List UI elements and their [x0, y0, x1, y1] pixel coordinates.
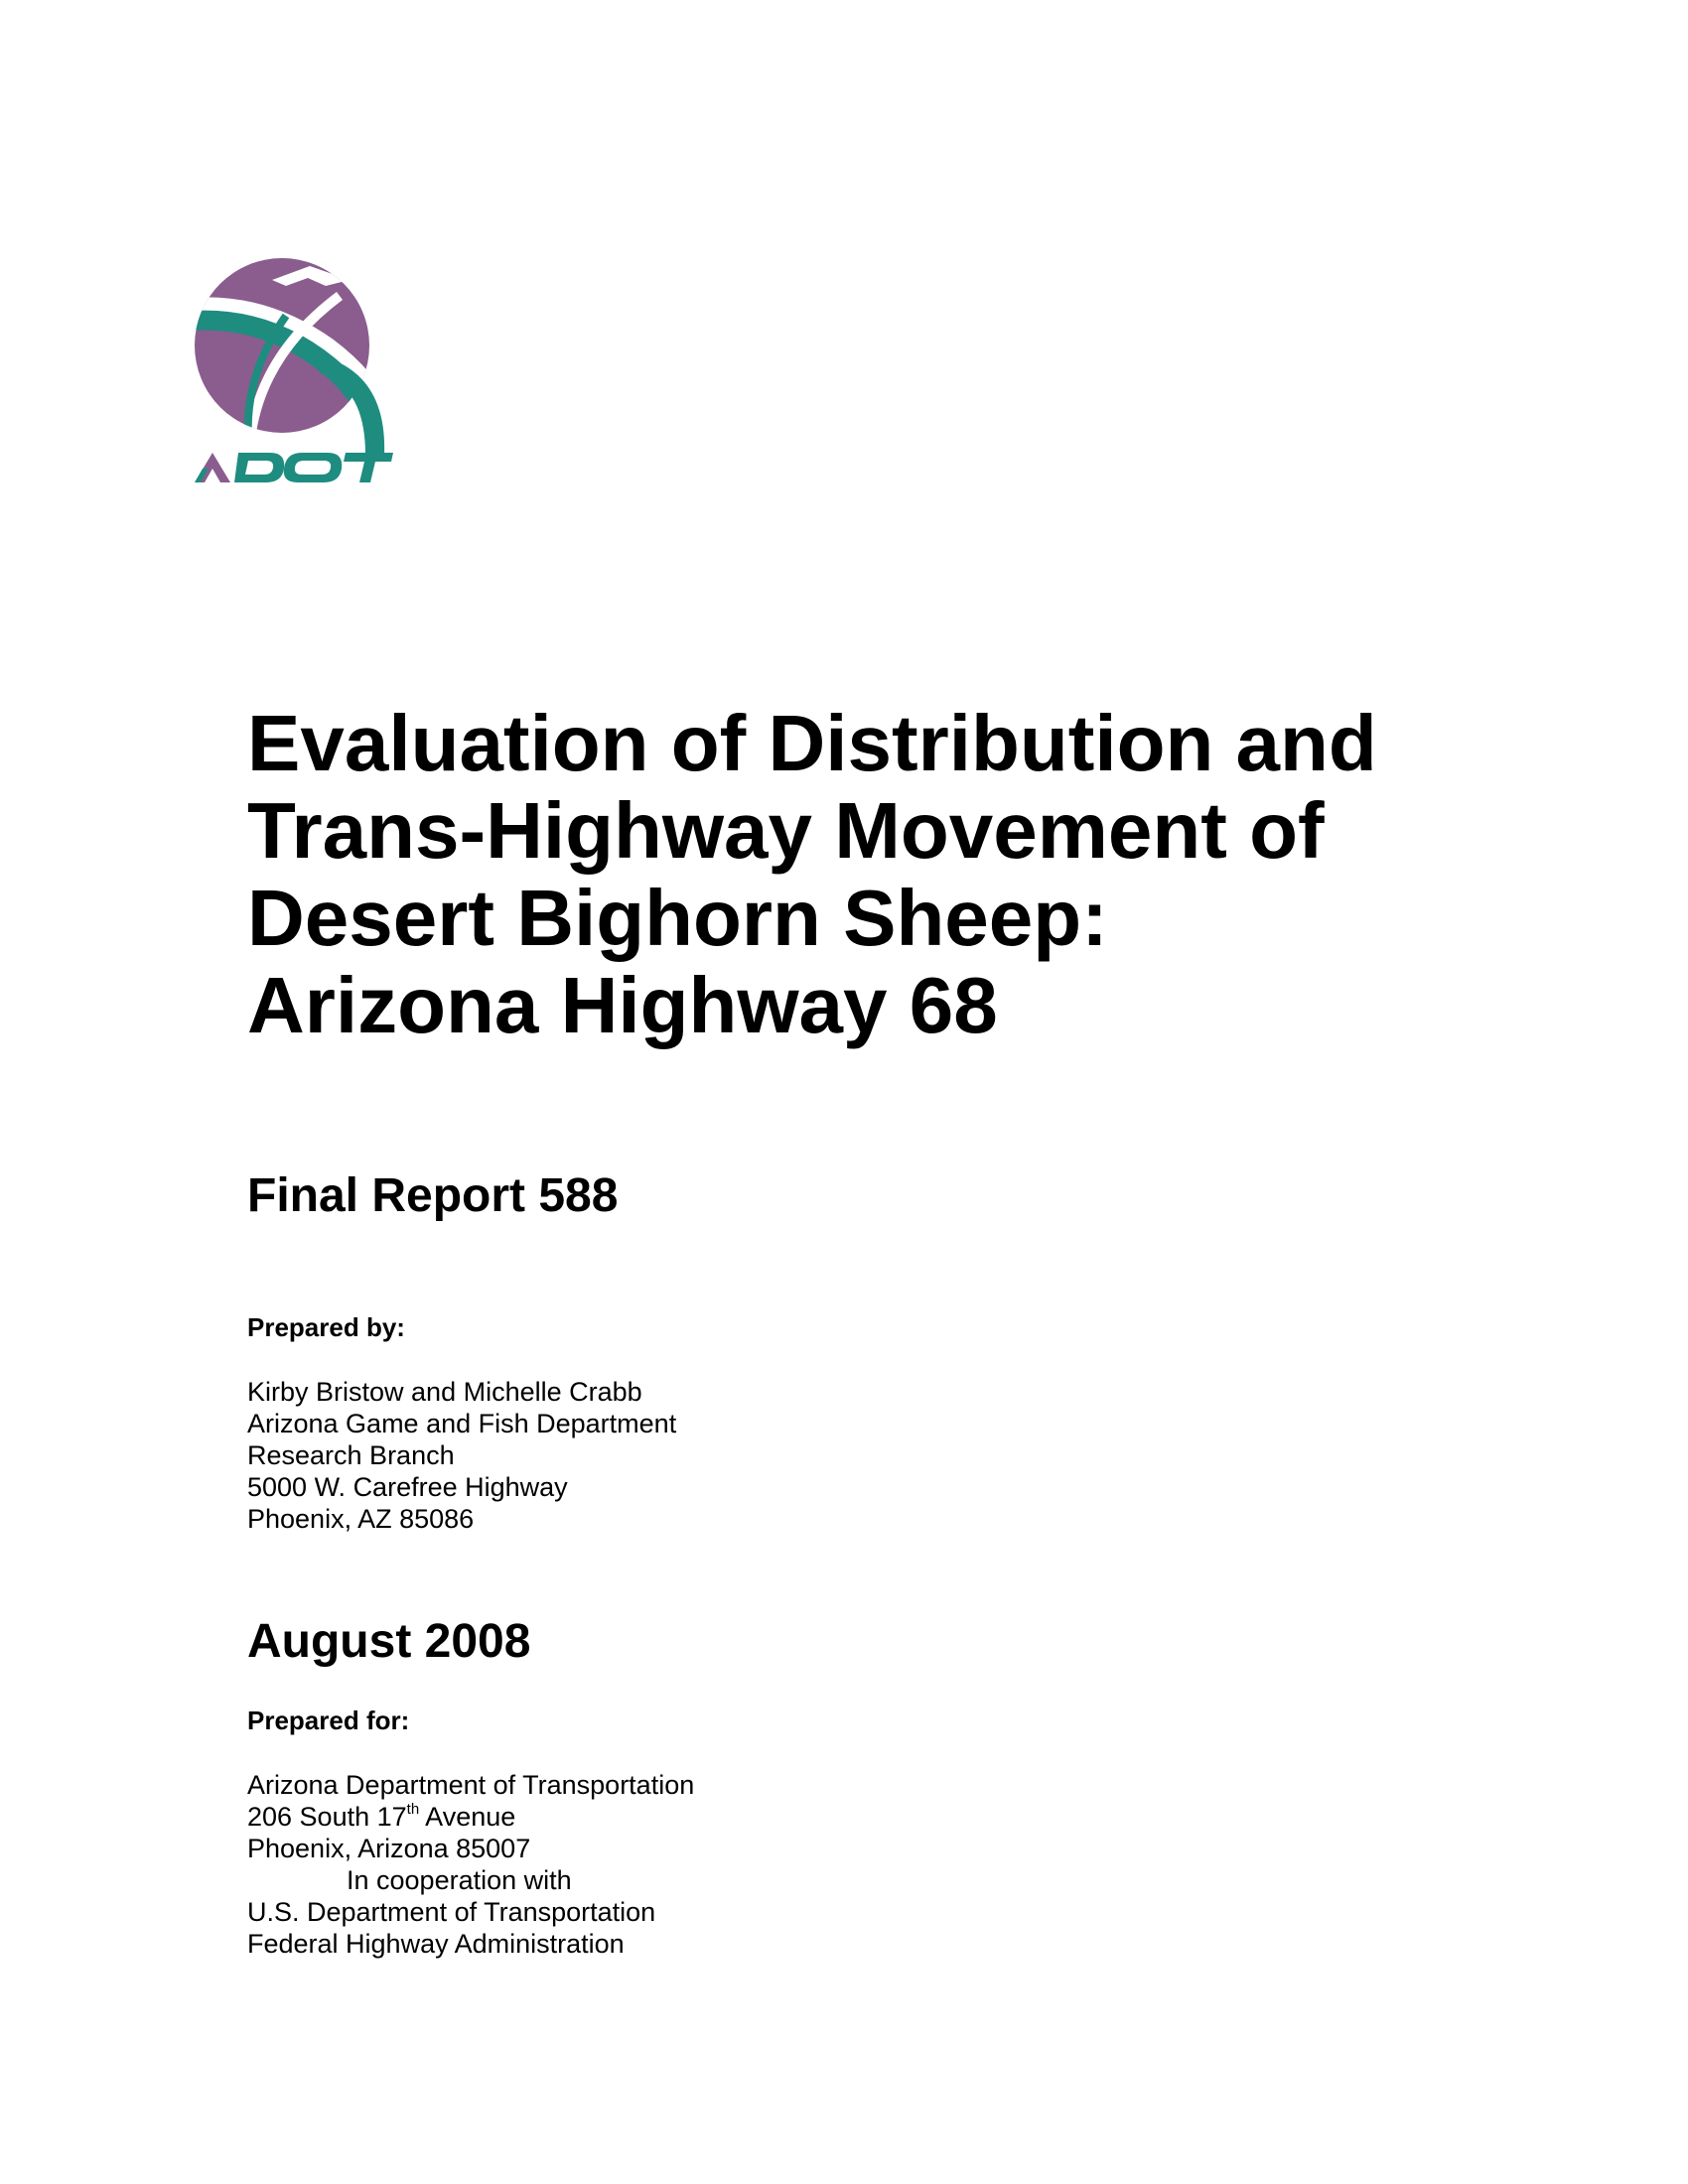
federal-administration-line: Federal Highway Administration [247, 1929, 625, 1959]
title-line-3: Desert Bighorn Sheep: [247, 874, 1108, 962]
street-number: 206 South 17 [247, 1802, 407, 1832]
report-number: Final Report 588 [247, 1169, 619, 1222]
logo-letter-t [344, 453, 393, 482]
federal-department-line: U.S. Department of Transportation [247, 1897, 656, 1927]
prepared-for-label: Prepared for: [247, 1706, 410, 1735]
report-date: August 2008 [247, 1615, 531, 1668]
title-line-2: Trans-Highway Movement of [247, 786, 1325, 875]
prepared-for-address [247, 1769, 694, 1960]
agency-line: Arizona Department of Transportation [247, 1770, 695, 1800]
title-line-1: Evaluation of Distribution and [247, 699, 1377, 787]
authors-line: Kirby Bristow and Michelle Crabb [247, 1377, 642, 1407]
logo-letter-d [234, 453, 284, 482]
title-line-4: Arizona Highway 68 [247, 961, 998, 1049]
prepared-by-address [247, 1376, 676, 1535]
organization-line: Arizona Game and Fish Department [247, 1409, 677, 1438]
report-title [247, 700, 1538, 1049]
ordinal-suffix: th [406, 1801, 420, 1818]
street-name: Avenue [419, 1802, 516, 1832]
city-line: Phoenix, Arizona 85007 [247, 1834, 531, 1863]
prepared-by-label: Prepared by: [247, 1312, 405, 1342]
cooperation-line: In cooperation with [347, 1865, 572, 1895]
logo-wordmark [195, 453, 393, 482]
logo-letter-o [284, 453, 342, 482]
branch-line: Research Branch [247, 1440, 455, 1470]
adot-logo-graphic [191, 256, 407, 494]
street-line [247, 1801, 694, 1833]
city-line: Phoenix, AZ 85086 [247, 1504, 475, 1534]
street-line: 5000 W. Carefree Highway [247, 1472, 568, 1502]
adot-logo [191, 256, 407, 494]
